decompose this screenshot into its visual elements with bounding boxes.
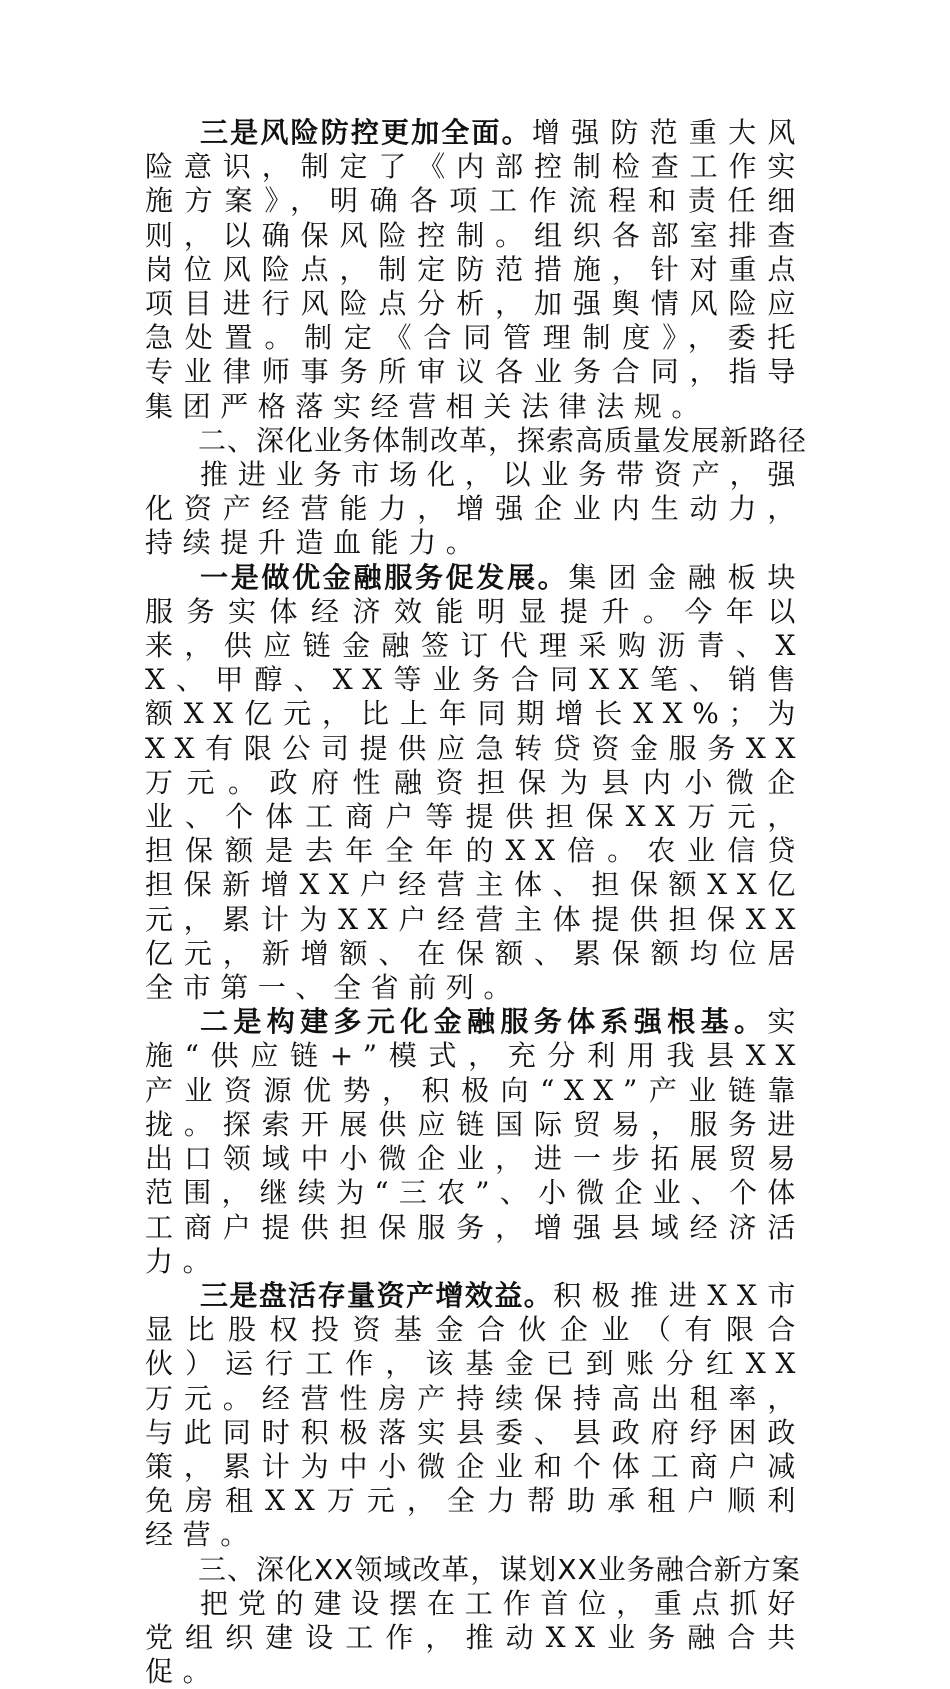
paragraph-text: 实施“供应链+”模式，充分利用我县XX产业资源优势，积极向“XX”产业链靠拢。探索开展供应链国际贸易，服务进出口领域中小微企业，进一步拓展贸易范围，继续为“三农”、小微企业、个体工商户提供担保服务，增强县域经济活力。 xyxy=(145,1005,805,1278)
paragraph-asset-revitalization xyxy=(145,1279,805,1553)
paragraph-text: 把党的建设摆在工作首位，重点抓好党组织建设工作，推动XX业务融合共促。 xyxy=(145,1586,805,1689)
paragraph-section-3-intro xyxy=(145,1587,805,1689)
section-heading-2: 二、深化业务体制改革，探索高质量发展新路径 xyxy=(198,423,808,457)
paragraph-text: 增强防范重大风险意识，制定了《内部控制检查工作实施方案》，明确各项工作流程和责任细则，以确保风险控制。组织各部室排查岗位风险点，制定防范措施，针对重点项目进行风险点分析，加强舆情风险应急处置。制定《合同管理制度》，委托专业律师事务所审议各业务合同，指导集团严格落实经营相关法律法规。 xyxy=(145,116,805,423)
paragraph-text: 集团金融板块服务实体经济效能明显提升。今年以来，供应链金融签订代理采购沥青、XX、甲醇、XX等业务合同XX笔、销售额XX亿元，比上年同期增长XX%；为XX有限公司提供应急转贷资金服务XX万元。政府性融资担保为县内小微企业、个体工商户等提供担保XX万元，担保额是去年全年的XX倍。农业信贷担保新增XX户经营主体、担保额XX亿元，累计为XX户经营主体提供担保XX亿元，新增额、在保额、累保额均位居全市第一、全省前列。 xyxy=(145,560,805,1005)
paragraph-lead: 二是构建多元化金融服务体系强根基。 xyxy=(200,1005,768,1039)
paragraph-risk-control xyxy=(145,116,805,424)
paragraph-section-2-intro xyxy=(145,458,805,561)
paragraph-lead: 三是盘活存量资产增效益。 xyxy=(200,1278,554,1312)
paragraph-diversified-finance xyxy=(145,1005,805,1279)
paragraph-lead: 一是做优金融服务促发展。 xyxy=(200,560,569,594)
paragraph-text: 推进业务市场化，以业务带资产，强化资产经营能力，增强企业内生动力，持续提升造血能力。 xyxy=(145,458,805,560)
section-heading-3: 三、深化XX领域改革，谋划XX业务融合新方案 xyxy=(198,1552,801,1586)
paragraph-finance-services xyxy=(145,561,805,1006)
paragraph-lead: 三是风险防控更加全面。 xyxy=(200,116,532,149)
document-page xyxy=(145,116,808,1689)
paragraph-text: 积极推进XX市显比股权投资基金合伙企业（有限合伙）运行工作，该基金已到账分红XX万元。经营性房产持续保持高出租率，与此同时积极落实县委、县政府纾困政策，累计为中小微企业和个体工商户减免房租XX万元，全力帮助承租户顺利经营。 xyxy=(145,1278,805,1552)
